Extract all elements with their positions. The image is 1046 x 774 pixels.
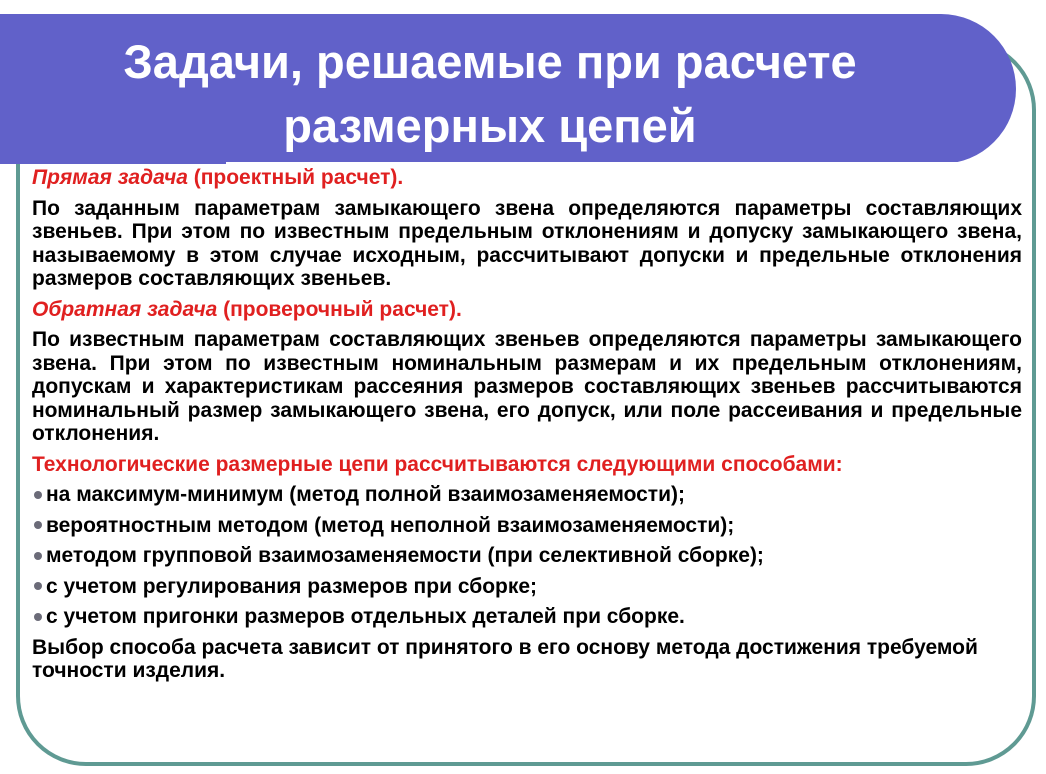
method-item: [32, 575, 1022, 599]
method-item: [32, 605, 1022, 629]
direct-task-name: Прямая задача: [32, 166, 188, 189]
inverse-task-text: По известным параметрам составляющих звеньев определяются параметры замыкающего звена. При этом по известным номинальным размерам и их предельным отклонениям, допускам и характеристикам рассеяния размеров составляющих звеньев рассчитываются номинальный размер замыкающего звена, его допуск, или поле рассеивания и предельные отклонения.: [32, 328, 1022, 445]
title-banner: [0, 14, 1016, 164]
bullet-dot-icon: [34, 491, 42, 499]
direct-task-heading: [32, 166, 1022, 190]
bullet-dot-icon: [34, 582, 42, 590]
method-item: [32, 483, 1022, 507]
inverse-task-heading: [32, 298, 1022, 322]
bullet-dot-icon: [34, 552, 42, 560]
title-underline: [226, 162, 960, 165]
inverse-task-name: Обратная задача: [32, 297, 218, 321]
method-item-label: с учетом пригонки размеров отдельных деталей при сборке.: [46, 605, 685, 628]
bullet-dot-icon: [34, 521, 42, 529]
bullet-dot-icon: [34, 613, 42, 621]
direct-task-kind: (проектный расчет).: [187, 166, 404, 189]
method-item-label: на максимум-минимум (метод полной взаимозаменяемости);: [46, 483, 685, 506]
method-item: [32, 514, 1022, 538]
slide-body: [32, 166, 1022, 683]
method-item-label: с учетом регулирования размеров при сборке;: [46, 574, 538, 598]
conclusion-text: Выбор способа расчета зависит от принятого в его основу метода достижения требуемой точности изделия.: [32, 635, 978, 682]
direct-task-text: По заданным параметрам замыкающего звена определяются параметры составляющих звеньев. При этом по известным предельным отклонениям и допуску замыкающего звена, называемому в этом случае исходным, рассчитывают допуски и предельные отклонения размеров составляющих звеньев.: [32, 196, 1022, 290]
slide-title: [0, 30, 980, 158]
method-item-label: методом групповой взаимозаменяемости (при селективной сборке);: [46, 544, 764, 567]
inverse-task-kind: (проверочный расчет).: [217, 297, 462, 321]
title-line-2: размерных цепей: [283, 99, 697, 152]
methods-heading: Технологические размерные цепи рассчитываются следующими способами:: [32, 452, 843, 476]
title-line-1: Задачи, решаемые при расчете: [123, 35, 857, 88]
method-item-label: вероятностным методом (метод неполной взаимозаменяемости);: [46, 513, 735, 537]
method-item: [32, 544, 1022, 568]
